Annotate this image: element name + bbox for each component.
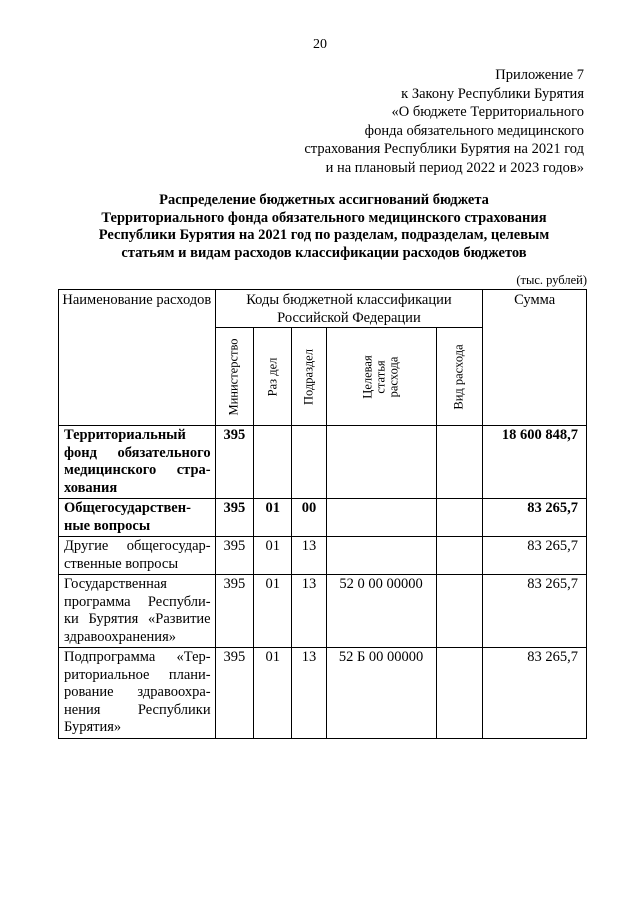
row-sum: 83 265,7	[483, 537, 587, 575]
title-line: Республики Бурятия на 2021 год по разделам, подразделам, целевым	[98, 227, 550, 244]
row-target: 52 0 00 00000	[326, 575, 436, 648]
table-row	[59, 648, 587, 739]
row-subsection: 13	[292, 648, 326, 739]
appendix-line: страхования Республики Бурятия на 2021 год	[304, 141, 584, 158]
row-section: 01	[254, 575, 292, 648]
row-type	[436, 426, 483, 499]
row-name: Государственная программа Республи- ки Бурятия «Развитие здравоохранения»	[59, 575, 216, 648]
header-ministry: Министерство	[215, 328, 253, 426]
appendix-line: фонда обязательного медицинского	[364, 122, 584, 139]
header-codes: Коды бюджетной классификации Российской Федерации	[215, 290, 483, 328]
page-number: 20	[313, 37, 327, 52]
document-title	[64, 192, 584, 263]
header-target: Целевая статья расхода	[326, 328, 436, 426]
appendix-line: и на плановый период 2022 и 2023 годов»	[325, 159, 584, 176]
appendix-line: к Закону Республики Бурятия	[401, 85, 584, 102]
row-subsection: 13	[292, 575, 326, 648]
row-name: Территориальный фонд обязательного медицинского стра- хования	[59, 426, 216, 499]
table-row	[59, 499, 587, 537]
row-target: 52 Б 00 00000	[326, 648, 436, 739]
row-sum: 83 265,7	[483, 575, 587, 648]
row-sum: 83 265,7	[483, 648, 587, 739]
row-section	[254, 426, 292, 499]
title-line: статьям и видам расходов классификации расходов бюджетов	[121, 245, 527, 262]
row-ministry: 395	[215, 426, 253, 499]
header-subsection: Подраздел	[292, 328, 326, 426]
header-name: Наименование расходов	[59, 290, 216, 426]
row-subsection: 00	[292, 499, 326, 537]
row-type	[436, 575, 483, 648]
row-sum: 18 600 848,7	[483, 426, 587, 499]
appendix-line: Приложение 7	[495, 67, 584, 83]
header-sum: Сумма	[483, 290, 587, 426]
row-subsection: 13	[292, 537, 326, 575]
row-section: 01	[254, 537, 292, 575]
row-name: Общегосударствен- ные вопросы	[59, 499, 216, 537]
row-ministry: 395	[215, 499, 253, 537]
row-target	[326, 537, 436, 575]
row-type	[436, 537, 483, 575]
header-type: Вид расхода	[436, 328, 483, 426]
row-target	[326, 426, 436, 499]
appendix-block	[304, 66, 584, 178]
header-section: Раз дел	[254, 328, 292, 426]
title-line: Распределение бюджетных ассигнований бюджета	[159, 192, 489, 208]
row-target	[326, 499, 436, 537]
units-label: (тыс. рублей)	[516, 273, 587, 287]
table-row	[59, 426, 587, 499]
title-line: Территориального фонда обязательного медицинского страхования	[101, 209, 547, 226]
row-section: 01	[254, 499, 292, 537]
row-subsection	[292, 426, 326, 499]
row-type	[436, 499, 483, 537]
table-row	[59, 537, 587, 575]
appendix-line: «О бюджете Территориального	[391, 104, 584, 121]
budget-table	[58, 289, 587, 739]
row-sum: 83 265,7	[483, 499, 587, 537]
row-ministry: 395	[215, 537, 253, 575]
row-name: Подпрограмма «Тер- риториальное плани- рование здравоохра- нения Республики Бурятия»	[59, 648, 216, 739]
row-ministry: 395	[215, 575, 253, 648]
row-ministry: 395	[215, 648, 253, 739]
row-type	[436, 648, 483, 739]
row-name: Другие общегосудар- ственные вопросы	[59, 537, 216, 575]
row-section: 01	[254, 648, 292, 739]
table-row	[59, 575, 587, 648]
